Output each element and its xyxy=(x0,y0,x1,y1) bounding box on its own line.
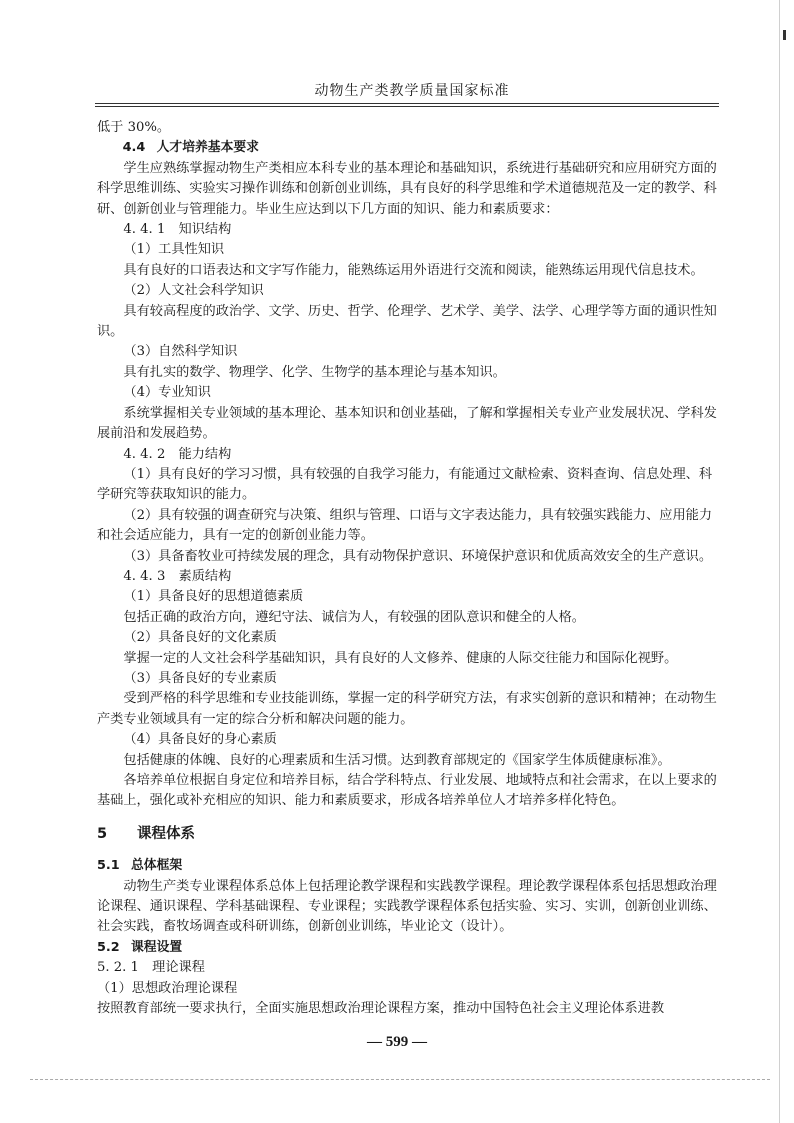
paragraph: 学生应熟练掌握动物生产类相应本科专业的基本理论和基础知识，系统进行基础研究和应用研究方面的科学思维训练、实验实习操作训练和创新创业训练，具有良好的科学思维和学术道德规范及一定的教学、科研、创新创业与管理能力。毕业生应达到以下几方面的知识、能力和素质要求： xyxy=(97,160,717,217)
item-heading: （4）专业知识 xyxy=(123,385,211,401)
subsection-heading-4-4-2: 4. 4. 2 能力结构 xyxy=(123,446,232,462)
subsection-heading-4-4-3: 4. 4. 3 素质结构 xyxy=(123,568,232,584)
section-heading-5 xyxy=(97,824,719,844)
page-body xyxy=(97,118,719,1019)
section-heading-5-1 xyxy=(97,856,719,876)
running-header: 动物生产类教学质量国家标准 xyxy=(314,83,510,99)
paragraph: 包括正确的政治方向，遵纪守法、诚信为人，有较强的团队意识和健全的人格。 xyxy=(123,609,585,625)
item-heading: （2）人文社会科学知识 xyxy=(123,283,264,299)
paragraph: 低于 30%。 xyxy=(97,120,171,135)
header-rule-bottom xyxy=(95,106,719,107)
paragraph: （2）具有较强的调查研究与决策、组织与管理、口语与文字表达能力，具有较强实践能力、应用能力和社会适应能力，具有一定的创新创业能力等。 xyxy=(97,507,713,544)
scan-bottom-rule xyxy=(30,1079,770,1080)
subsection-heading-5-2-1: 5. 2. 1 理论课程 xyxy=(97,960,205,976)
item-heading: （3）自然科学知识 xyxy=(123,344,238,360)
paragraph: 按照教育部统一要求执行，全面实施思想政治理论课程方案，推动中国特色社会主义理论体系进教 xyxy=(97,1001,665,1017)
section-title: 总体框架 xyxy=(131,858,183,874)
section-heading-5-2 xyxy=(97,938,719,958)
section-title: 课程体系 xyxy=(137,825,195,842)
item-heading: （3）具备良好的专业素质 xyxy=(123,670,277,686)
scan-edge-line xyxy=(779,0,780,1123)
paragraph: 掌握一定的人文社会科学基础知识，具有良好的人文修养、健康的人际交往能力和国际化视野。 xyxy=(123,650,678,666)
paragraph: 包括健康的体魄、良好的心理素质和生活习惯。达到教育部规定的《国家学生体质健康标准》。 xyxy=(123,752,671,768)
paragraph: 系统掌握相关专业领域的基本理论、基本知识和创业基础，了解和掌握相关专业产业发展状况、学科发展前沿和发展趋势。 xyxy=(97,405,717,442)
section-number: 5 xyxy=(97,825,108,842)
paragraph: （1）具有良好的学习习惯，具有较强的自我学习能力，有能通过文献检索、资料查询、信息处理、科学研究等获取知识的能力。 xyxy=(97,466,713,503)
item-heading: （2）具备良好的文化素质 xyxy=(123,630,277,646)
section-heading-4-4 xyxy=(97,138,719,158)
paragraph: 受到严格的科学思维和专业技能训练，掌握一定的科学研究方法，有求实创新的意识和精神；在动物生产类专业领域具有一定的综合分析和解决问题的能力。 xyxy=(97,691,717,727)
item-heading: （1）具备良好的思想道德素质 xyxy=(123,589,304,605)
paragraph: 具有良好的口语表达和文字写作能力，能熟练运用外语进行交流和阅读，能熟练运用现代信息技术。 xyxy=(123,262,704,278)
item-heading: （1）思想政治理论课程 xyxy=(97,980,238,996)
section-number: 5.2 xyxy=(97,939,120,955)
header-rule-top xyxy=(95,103,719,104)
paragraph: 具有扎实的数学、物理学、化学、生物学的基本理论与基本知识。 xyxy=(123,364,506,380)
subsection-heading-4-4-1: 4. 4. 1 知识结构 xyxy=(123,222,232,238)
paragraph: 各培养单位根据自身定位和培养目标，结合学科特点、行业发展、地域特点和社会需求，在以上要求的基础上，强化或补充相应的知识、能力和素质要求，形成各培养单位人才培养多样化特色。 xyxy=(97,773,717,809)
paragraph: 具有较高程度的政治学、文学、历史、哲学、伦理学、艺术学、美学、法学、心理学等方面的通识性知识。 xyxy=(97,303,717,340)
scan-mark xyxy=(783,30,786,40)
paragraph: 动物生产类专业课程体系总体上包括理论教学课程和实践教学课程。理论教学课程体系包括思想政治理论课程、通识课程、学科基础课程、专业课程；实践教学课程体系包括实验、实习、实训，创新创业训练、社会实践，畜牧场调查或科研训练，创新创业训练，毕业论文（设计）。 xyxy=(97,878,717,935)
section-number: 4.4 xyxy=(122,140,146,156)
section-number: 5.1 xyxy=(97,858,120,874)
item-heading: （1）工具性知识 xyxy=(123,242,225,258)
section-title: 人才培养基本要求 xyxy=(156,140,259,156)
section-title: 课程设置 xyxy=(131,939,183,955)
item-heading: （4）具备良好的身心素质 xyxy=(123,732,277,748)
page-number: — 599 — xyxy=(367,1034,427,1050)
paragraph: （3）具备畜牧业可持续发展的理念，具有动物保护意识、环境保护意识和优质高效安全的生产意识。 xyxy=(123,548,713,564)
